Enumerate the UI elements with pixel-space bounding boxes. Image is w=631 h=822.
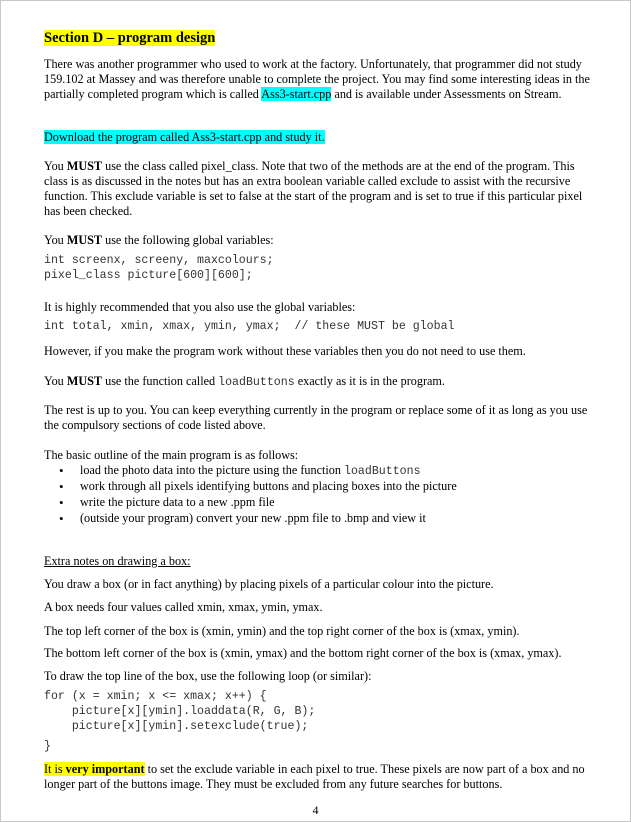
list-item-text: work through all pixels identifying buttons and placing boxes into the picture [80, 479, 457, 493]
para-text: However, if you make the program work without these variables then you do not need to use them. [44, 344, 526, 358]
para-text: use the following global variables: [102, 233, 274, 247]
list-item [44, 495, 592, 511]
para-text: The bottom left corner of the box is (xmin, ymax) and the bottom right corner of the box is (xmax, ymax). [44, 646, 562, 660]
extra-note [44, 669, 592, 684]
extra-note [44, 624, 592, 639]
code-line: int screenx, screeny, maxcolours; [44, 254, 274, 267]
section-heading [44, 31, 592, 46]
globals-code-block [44, 253, 592, 283]
heading-text: Extra notes on drawing a box: [44, 554, 191, 568]
section-title: Section D – program design [44, 30, 216, 46]
outline-list [44, 463, 592, 527]
outline-intro [44, 448, 592, 463]
code-line: pixel_class picture[600][600]; [44, 269, 253, 282]
intro-text: There was another programmer who used to work at the factory. Unfortunately, that programmer did not study 159.102 at Massey and was therefore unable to complete the project. You may find some interesting ideas in the partially completed program which is called [44, 57, 590, 101]
para-text: use the function called [102, 374, 219, 388]
code-line: picture[x][ymin].setexclude(true); [44, 720, 309, 733]
load-buttons-paragraph [44, 374, 592, 390]
para-text: The rest is up to you. You can keep everything currently in the program or replace some of it as long as you use the compulsory sections of code listed above. [44, 403, 588, 432]
list-item-text: load the photo data into the picture using the function [80, 463, 345, 477]
code-line: int total, xmin, xmax, ymin, ymax; // these MUST be global [44, 320, 455, 333]
list-item-text: (outside your program) convert your new .ppm file to .bmp and view it [80, 511, 426, 525]
para-text: use the class called pixel_class. Note that two of the methods are at the end of the program. This class is as discussed in the notes but has an extra boolean variable called exclude to assist with the recursive function. This exclude variable is set to false at the start of the program and is set to true if this particular pixel has been checked. [44, 159, 583, 218]
final-paragraph [44, 762, 592, 792]
para-text: You draw a box (or in fact anything) by placing pixels of a particular colour into the picture. [44, 577, 494, 591]
function-name: loadButtons [344, 465, 421, 478]
list-item [44, 511, 592, 527]
para-text: You [44, 374, 67, 388]
download-note [44, 130, 592, 145]
list-item-text: write the picture data to a new .ppm file [80, 495, 275, 509]
extra-notes-heading [44, 554, 592, 569]
code-line: picture[x][ymin].loaddata(R, G, B); [44, 705, 316, 718]
download-note-text: Download the program called Ass3-start.cpp and study it. [44, 130, 325, 144]
must-emphasis: MUST [66, 233, 103, 247]
highlight-text: It is [44, 762, 66, 776]
globals-paragraph [44, 233, 592, 248]
code-line: for (x = xmin; x <= xmax; x++) { [44, 690, 267, 703]
para-text: You [44, 233, 67, 247]
very-important-emphasis: very important [65, 762, 145, 776]
recommended-code [44, 319, 592, 334]
must-emphasis: MUST [66, 159, 103, 173]
para-text: The top left corner of the box is (xmin, ymin) and the top right corner of the box is (xmax, ymin). [44, 624, 520, 638]
para-text: The basic outline of the main program is as follows: [44, 448, 299, 462]
para-text: to set the exclude variable in each pixel to true. These pixels are now part of a box and no longer part of the buttons image. They must be excluded from any future searches for buttons. [44, 762, 585, 791]
extra-note [44, 646, 592, 661]
extra-note [44, 600, 592, 615]
however-paragraph [44, 344, 592, 359]
loop-code-block [44, 689, 592, 754]
file-name-highlight: Ass3-start.cpp [261, 87, 332, 101]
pixel-class-paragraph [44, 159, 592, 219]
list-item [44, 479, 592, 495]
para-text: To draw the top line of the box, use the following loop (or similar): [44, 669, 372, 683]
rest-paragraph [44, 403, 592, 433]
recommended-paragraph [44, 300, 592, 315]
para-text: It is highly recommended that you also use the global variables: [44, 300, 356, 314]
code-line: } [44, 740, 51, 753]
intro-text-end: and is available under Assessments on Stream. [331, 87, 562, 101]
list-item [44, 463, 592, 479]
para-text: A box needs four values called xmin, xmax, ymin, ymax. [44, 600, 323, 614]
extra-note [44, 577, 592, 592]
para-text: exactly as it is in the program. [294, 374, 445, 388]
page-number: 4 [312, 803, 319, 817]
intro-paragraph [44, 57, 592, 102]
function-name: loadButtons [218, 376, 295, 389]
para-text: You [44, 159, 67, 173]
must-emphasis: MUST [66, 374, 103, 388]
